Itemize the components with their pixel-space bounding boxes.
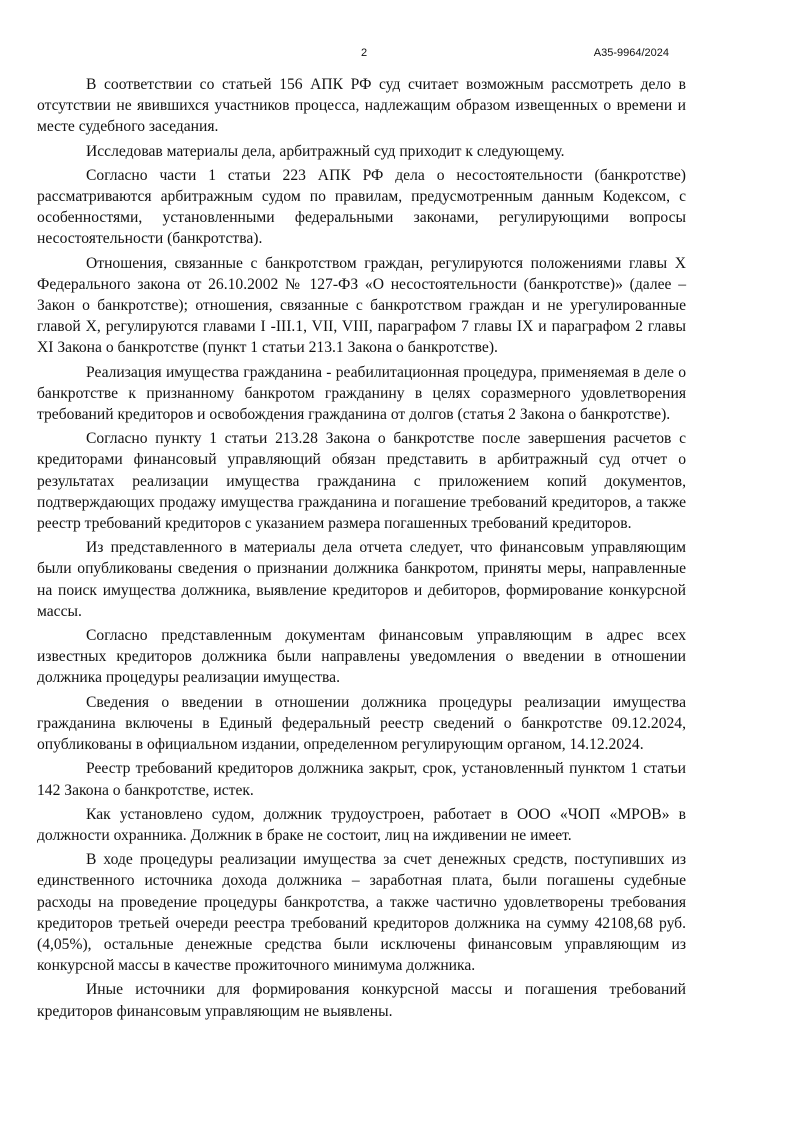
- paragraph: Согласно пункту 1 статьи 213.28 Закона о банкротстве после завершения расчетов с кредиторами финансовый управляющий обязан представить в арбитражный суд отчет о результатах реализации имущества гражданина с приложением копий документов, подтверждающих продажу имущества гражданина и погашение требований кредиторов, а также реестр требований кредиторов с указанием размера погашенных требований кредиторов.: [37, 430, 686, 533]
- paragraph: В соответствии со статьей 156 АПК РФ суд считает возможным рассмотреть дело в отсутствии не явившихся участников процесса, надлежащим образом извещенных о времени и месте судебного заседания.: [37, 76, 686, 136]
- case-number: А35-9964/2024: [593, 47, 669, 59]
- document-body: [37, 74, 686, 1025]
- paragraph: Сведения о введении в отношении должника процедуры реализации имущества гражданина включены в Единый федеральный реестр сведений о банкротстве 09.12.2024, опубликованы в официальном издании, определенном регулирующим органом, 14.12.2024.: [37, 693, 686, 754]
- paragraph: В ходе процедуры реализации имущества за счет денежных средств, поступивших из единственного источника дохода должника – заработная плата, были погашены судебные расходы на проведение процедуры банкротства, а также частично удовлетворены требования кредиторов третьей очереди реестра требований кредиторов должника на сумму 42108,68 руб. (4,05%), остальные денежные средства были исключены финансовым управляющим из конкурсной массы в качестве прожиточного минимума должника.: [37, 851, 686, 975]
- paragraph: Реализация имущества гражданина - реабилитационная процедура, применяемая в деле о банкротстве к признанному банкротом гражданину в целях соразмерного удовлетворения требований кредиторов и освобождения гражданина от долгов (статья 2 Закона о банкротстве).: [37, 363, 686, 424]
- paragraph: Отношения, связанные с банкротством граждан, регулируются положениями главы X Федерального закона от 26.10.2002 № 127-ФЗ «О несостоятельности (банкротстве)» (далее – Закон о банкротстве); отношения, связанные с банкротством граждан и не урегулированные главой X, регулируются главами I -III.1, VII, VIII, параграфом 7 главы IX и параграфом 2 главы XI Закона о банкротстве (пункт 1 статьи 213.1 Закона о банкротстве).: [37, 254, 686, 357]
- paragraph: Исследовав материалы дела, арбитражный суд приходит к следующему.: [86, 142, 565, 160]
- paragraph: Согласно представленным документам финансовым управляющим в адрес всех известных кредиторов должника были направлены уведомления о введении в отношении должника процедуры реализации имущества.: [37, 627, 686, 687]
- page-number: 2: [360, 47, 368, 59]
- paragraph: Согласно части 1 статьи 223 АПК РФ дела о несостоятельности (банкротстве) рассматриваются арбитражным судом по правилам, предусмотренным данным Кодексом, с особенностями, установленными федеральными законами, регулирующими вопросы несостоятельности (банкротства).: [37, 166, 686, 248]
- paragraph: Реестр требований кредиторов должника закрыт, срок, установленный пунктом 1 статьи 142 Закона о банкротстве, истек.: [37, 760, 686, 799]
- paragraph: Как установлено судом, должник трудоустроен, работает в ООО «ЧОП «МРОВ» в должности охранника. Должник в браке не состоит, лиц на иждивении не имеет.: [37, 805, 686, 844]
- paragraph: Из представленного в материалы дела отчета следует, что финансовым управляющим были опубликованы сведения о признании должника банкротом, приняты меры, направленные на поиск имущества должника, выявление кредиторов и дебиторов, формирование конкурсной массы.: [37, 539, 686, 620]
- paragraph: Иные источники для формирования конкурсной массы и погашения требований кредиторов финансовым управляющим не выявлены.: [37, 981, 686, 1020]
